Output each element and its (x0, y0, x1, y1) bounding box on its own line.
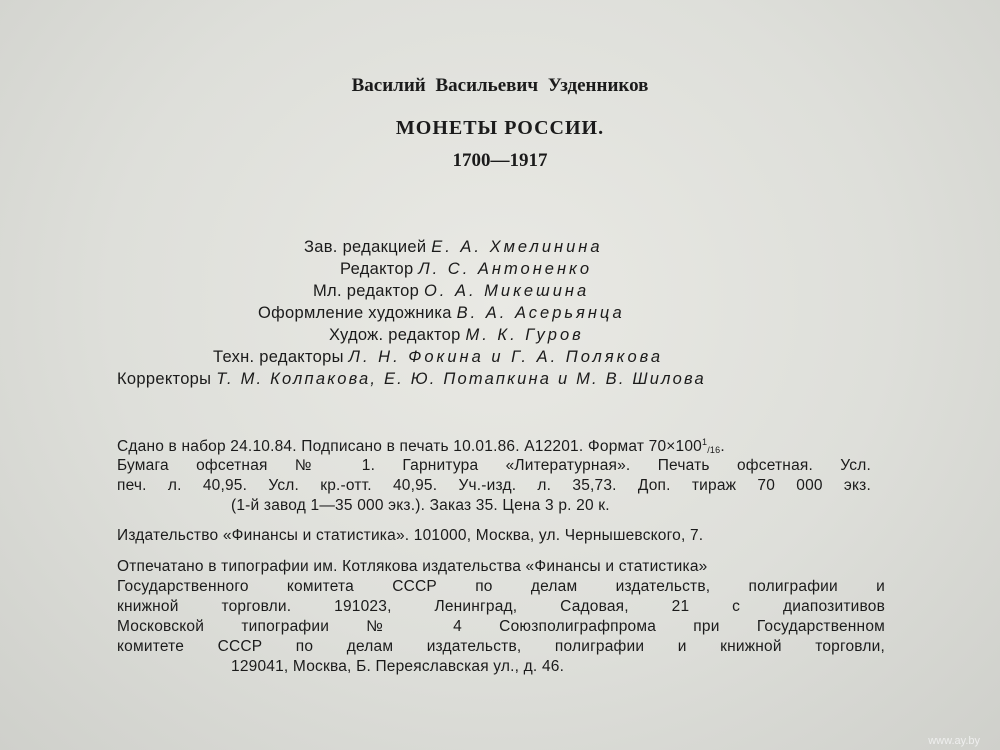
format-subscript: /16 (707, 445, 721, 455)
format-period: . (720, 438, 725, 455)
credit-name: Т. М. Колпакова, Е. Ю. Потапкина и М. В. Шилова (216, 370, 706, 388)
credit-line (117, 370, 706, 389)
book-title: МОНЕТЫ РОССИИ. (395, 117, 605, 139)
imprint-line: печ. л. 40,95. Усл. кр.-отт. 40,95. Уч.-изд. л. 35,73. Доп. тираж 70 000 экз. (117, 477, 871, 494)
credit-name: Е. А. Хмелинина (431, 238, 603, 256)
credit-name: В. А. Асерьянца (456, 304, 625, 322)
printer-line: Отпечатано в типографии им. Котлякова издательства «Финансы и статистика» (117, 558, 708, 575)
credit-line (340, 260, 592, 279)
credit-name: Л. С. Антоненко (418, 260, 593, 278)
publisher-line: Издательство «Финансы и статистика». 101000, Москва, ул. Чернышевского, 7. (117, 527, 704, 544)
credit-line (329, 326, 584, 345)
printer-line: Московской типографии № 4 Союзполиграфпрома при Государственном (117, 618, 885, 635)
credit-name: Л. Н. Фокина и Г. А. Полякова (348, 348, 664, 366)
credit-line (213, 348, 663, 367)
credit-role: Худож. редактор (329, 326, 461, 344)
credit-role: Корректоры (117, 370, 212, 388)
printer-line: комитете СССР по делам издательств, полиграфии и книжной торговли, (117, 638, 885, 655)
imprint-line (117, 437, 725, 456)
imprint-line: (1-й завод 1—35 000 экз.). Заказ 35. Цена 3 р. 20 к. (231, 497, 610, 514)
credit-name: М. К. Гуров (465, 326, 584, 344)
credit-role: Мл. редактор (313, 282, 420, 300)
printer-line: Государственного комитета СССР по делам издательств, полиграфии и (117, 578, 885, 595)
imprint-text: Сдано в набор 24.10.84. Подписано в печать 10.01.86. А12201. Формат 70×100 (117, 438, 703, 455)
credit-role: Техн. редакторы (213, 348, 344, 366)
credit-role: Зав. редакцией (304, 238, 427, 256)
watermark: www.ay.by (928, 735, 980, 747)
printer-line: книжной торговли. 191023, Ленинград, Садовая, 21 с диапозитивов (117, 598, 885, 615)
imprint-line: Бумага офсетная № 1. Гарнитура «Литературная». Печать офсетная. Усл. (117, 457, 871, 474)
credit-line (258, 304, 625, 323)
book-years: 1700—1917 (452, 150, 548, 171)
printer-line: 129041, Москва, Б. Переяславская ул., д. 46. (231, 658, 565, 675)
format-superscript: 1 (702, 437, 708, 447)
credit-name: О. А. Микешина (423, 282, 590, 300)
credit-role: Оформление художника (258, 304, 452, 322)
author-name: Василий Васильевич Узденников (351, 75, 649, 96)
credit-line (304, 238, 603, 257)
credit-role: Редактор (340, 260, 414, 278)
credit-line (313, 282, 589, 301)
